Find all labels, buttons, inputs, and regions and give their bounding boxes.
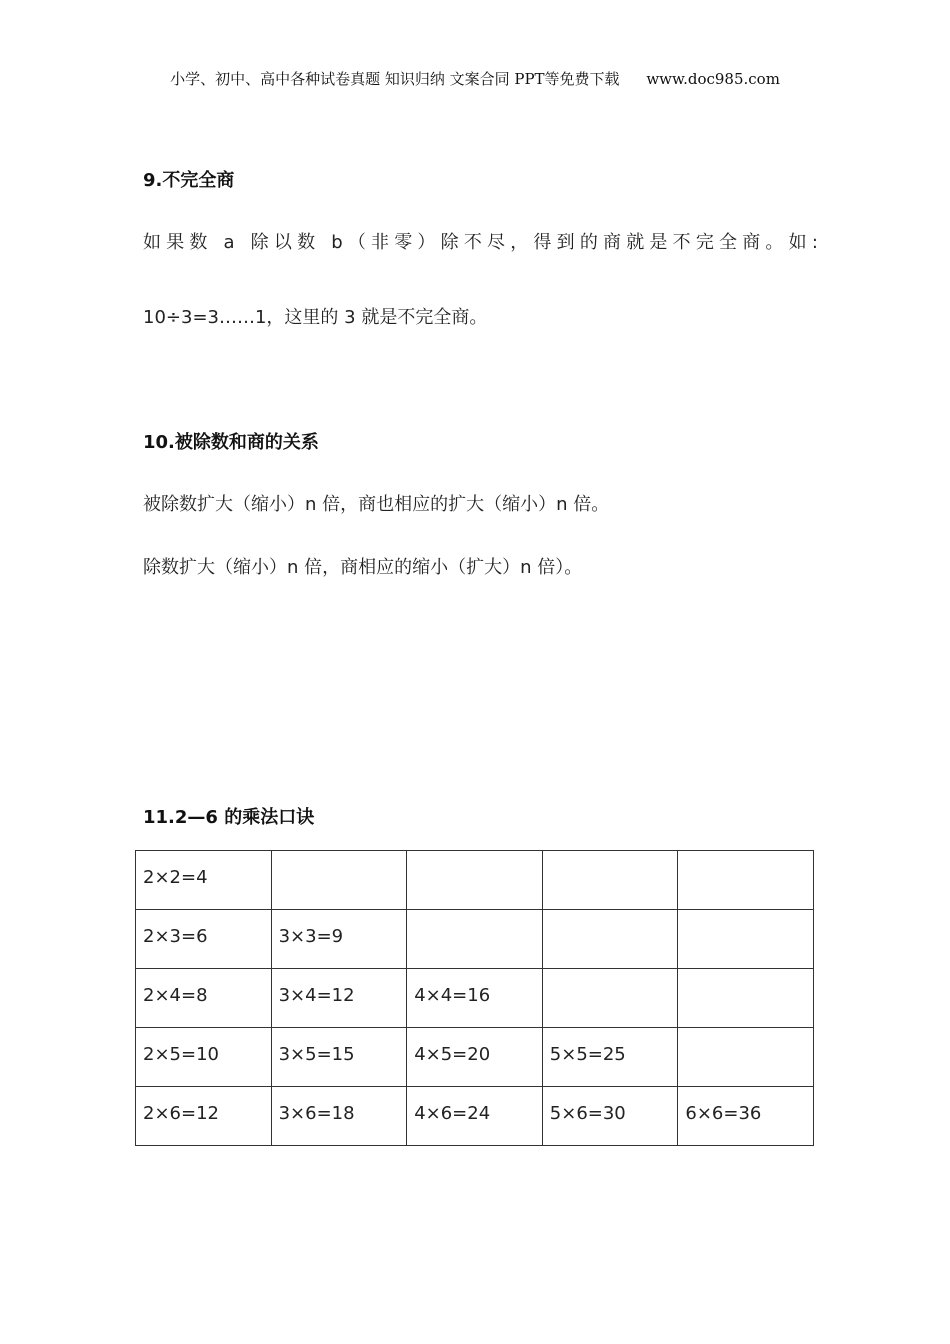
section-10-line-1: 被除数扩大（缩小）n 倍，商也相应的扩大（缩小）n 倍。 <box>143 494 610 515</box>
table-cell: 3×5=15 <box>271 1028 407 1087</box>
header-text: 小学、初中、高中各种试卷真题 知识归纳 文案合同 PPT等免费下载 <box>170 70 620 88</box>
table-cell: 4×6=24 <box>407 1087 543 1146</box>
table-cell <box>542 969 678 1028</box>
table-cell <box>542 851 678 910</box>
table-cell <box>407 851 543 910</box>
table-row <box>136 851 814 910</box>
table-cell: 2×3=6 <box>136 910 272 969</box>
table-cell: 5×5=25 <box>542 1028 678 1087</box>
table-cell: 4×4=16 <box>407 969 543 1028</box>
section-10-line-2: 除数扩大（缩小）n 倍，商相应的缩小（扩大）n 倍）。 <box>143 557 583 578</box>
section-9-line-2: 10÷3=3……1，这里的 3 就是不完全商。 <box>143 307 488 328</box>
table-cell <box>678 1028 814 1087</box>
table-row <box>136 969 814 1028</box>
table-cell: 3×6=18 <box>271 1087 407 1146</box>
table-cell <box>407 910 543 969</box>
table-cell: 3×3=9 <box>271 910 407 969</box>
section-11-title: 11.2—6 的乘法口诀 <box>143 807 315 828</box>
table-cell: 6×6=36 <box>678 1087 814 1146</box>
section-9-title: 9.不完全商 <box>143 170 235 191</box>
table-cell <box>542 910 678 969</box>
table-cell <box>271 851 407 910</box>
table-cell: 2×5=10 <box>136 1028 272 1087</box>
table-cell <box>678 851 814 910</box>
header-url[interactable]: www.doc985.com <box>646 70 780 88</box>
table-cell: 5×6=30 <box>542 1087 678 1146</box>
section-10-title: 10.被除数和商的关系 <box>143 432 319 453</box>
table-cell: 2×2=4 <box>136 851 272 910</box>
table-cell: 4×5=20 <box>407 1028 543 1087</box>
table-row <box>136 1087 814 1146</box>
section-9-line-1: 如果数 a 除以数 b（非零）除不尽，得到的商就是不完全商。如: <box>143 232 824 253</box>
table-row <box>136 1028 814 1087</box>
table-cell: 3×4=12 <box>271 969 407 1028</box>
table-row <box>136 910 814 969</box>
table-cell <box>678 910 814 969</box>
multiplication-table <box>135 850 814 1146</box>
page-header <box>0 68 950 89</box>
table-cell: 2×4=8 <box>136 969 272 1028</box>
table-cell <box>678 969 814 1028</box>
table-cell: 2×6=12 <box>136 1087 272 1146</box>
